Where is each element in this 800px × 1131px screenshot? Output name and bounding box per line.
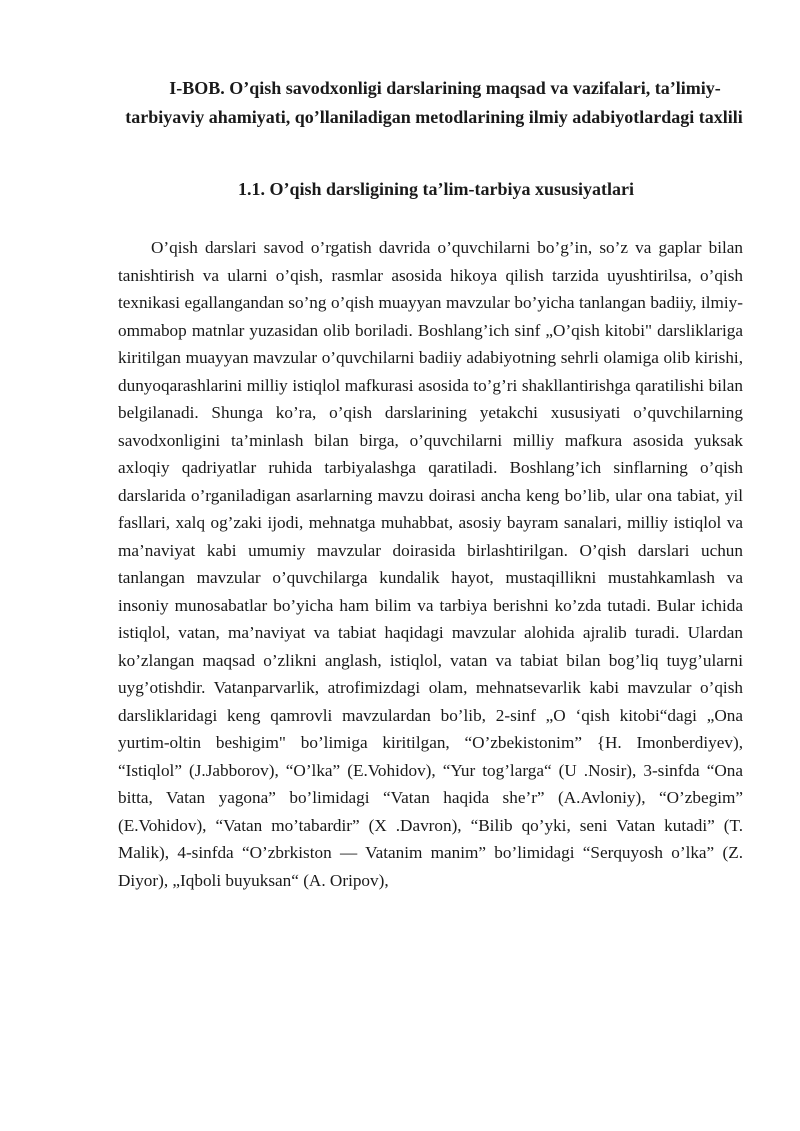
body-paragraph: O’qish darslari savod o’rgatish davrida o’quvchilarni bo’g’in, so’z va gaplar bilan tanishtirish va ularni o’qish, rasmlar asosida hikoya qilish tarzida uyushtirilsa, o’qish texnikasi egallangandan so’ng o’qish muayyan mavzular bo’yicha tanlangan badiiy, ilmiy-ommabop matnlar yuzasidan olib boriladi. Boshlang’ich sinf „O’qish kitobi" darsliklariga kiritilgan muayyan mavzular o’quvchilarni badiiy adabiyotning sehrli olamiga olib kirishi, dunyoqarashlarini milliy istiqlol mafkurasi asosida to’g’ri shakllantirishga qaratilishi bilan belgilanadi. Shunga ko’ra, o’qish darslarining yetakchi xususiyati o’quvchilarning savodxonligini ta’minlash bilan birga, o’quvchilarni milliy mafkura asosida yuksak axloqiy qadriyatlar ruhida tarbiyalashga qaratiladi. Boshlang’ich sinflarning o’qish darslarida o’rganiladigan asarlarning mavzu doirasi ancha keng bo’lib, ular ona tabiat, yil fasllari, xalq og’zaki ijodi, mehnatga muhabbat, asosiy bayram sanalari, milliy istiqlol va ma’naviyat kabi umumiy mavzular doirasida birlashtirilgan. O’qish darslari uchun tanlangan mavzular o’quvchilarga kundalik hayot, mustaqillikni mustahkamlash va insoniy munosabatlar bo’yicha ham bilim va tarbiya berishni ko’zda tutadi. Bular ichida istiqlol, vatan, ma’naviyat va tabiat haqidagi mavzular alohida ajralib turadi. Ulardan ko’zlangan maqsad o’zlikni anglash, istiqlol, vatan va tabiat bilan bog’liq tuyg’ularni uyg’otishdir. Vatanparvarlik, atrofimizdagi olam, mehnatsevarlik kabi mavzular o’qish darsliklaridagi keng qamrovli mavzulardan bo’lib, 2-sinf „O ‘qish kitobi“dagi „Ona yurtim-oltin beshigim" bo’limiga kiritilgan, “O’zbekistonim” {H. Imonberdiyev), “Istiqlol” (J.Jabborov), “O’lka” (E.Vohidov), “Yur tog’larga“ (U .Nosir), 3-sinfda “Ona bitta, Vatan yagona” bo’limidagi “Vatan haqida she’r” (A.Avloniy), “O’zbegim” (E.Vohidov), “Vatan mo’tabardir” (X .Davron), “Bilib qo’yki, seni Vatan kutadi” (T. Malik), 4-sinfda “O’zbrkiston — Vatanim manim” bo’limidagi “Serquyosh o’lka” (Z. Diyor), „Iqboli buyuksan“ (A. Oripov),	[118, 238, 743, 890]
section-title: 1.1. O’qish darsligining ta’lim-tarbiya xususiyatlari	[238, 179, 635, 199]
chapter-title: I-BOB. O’qish savodxonligi darslarining maqsad va vazifalari, ta’limiy-tarbiyaviy ahamiyati, qo’llaniladigan metodlarining ilmiy adabiyotlardagi taxlili	[125, 78, 743, 127]
